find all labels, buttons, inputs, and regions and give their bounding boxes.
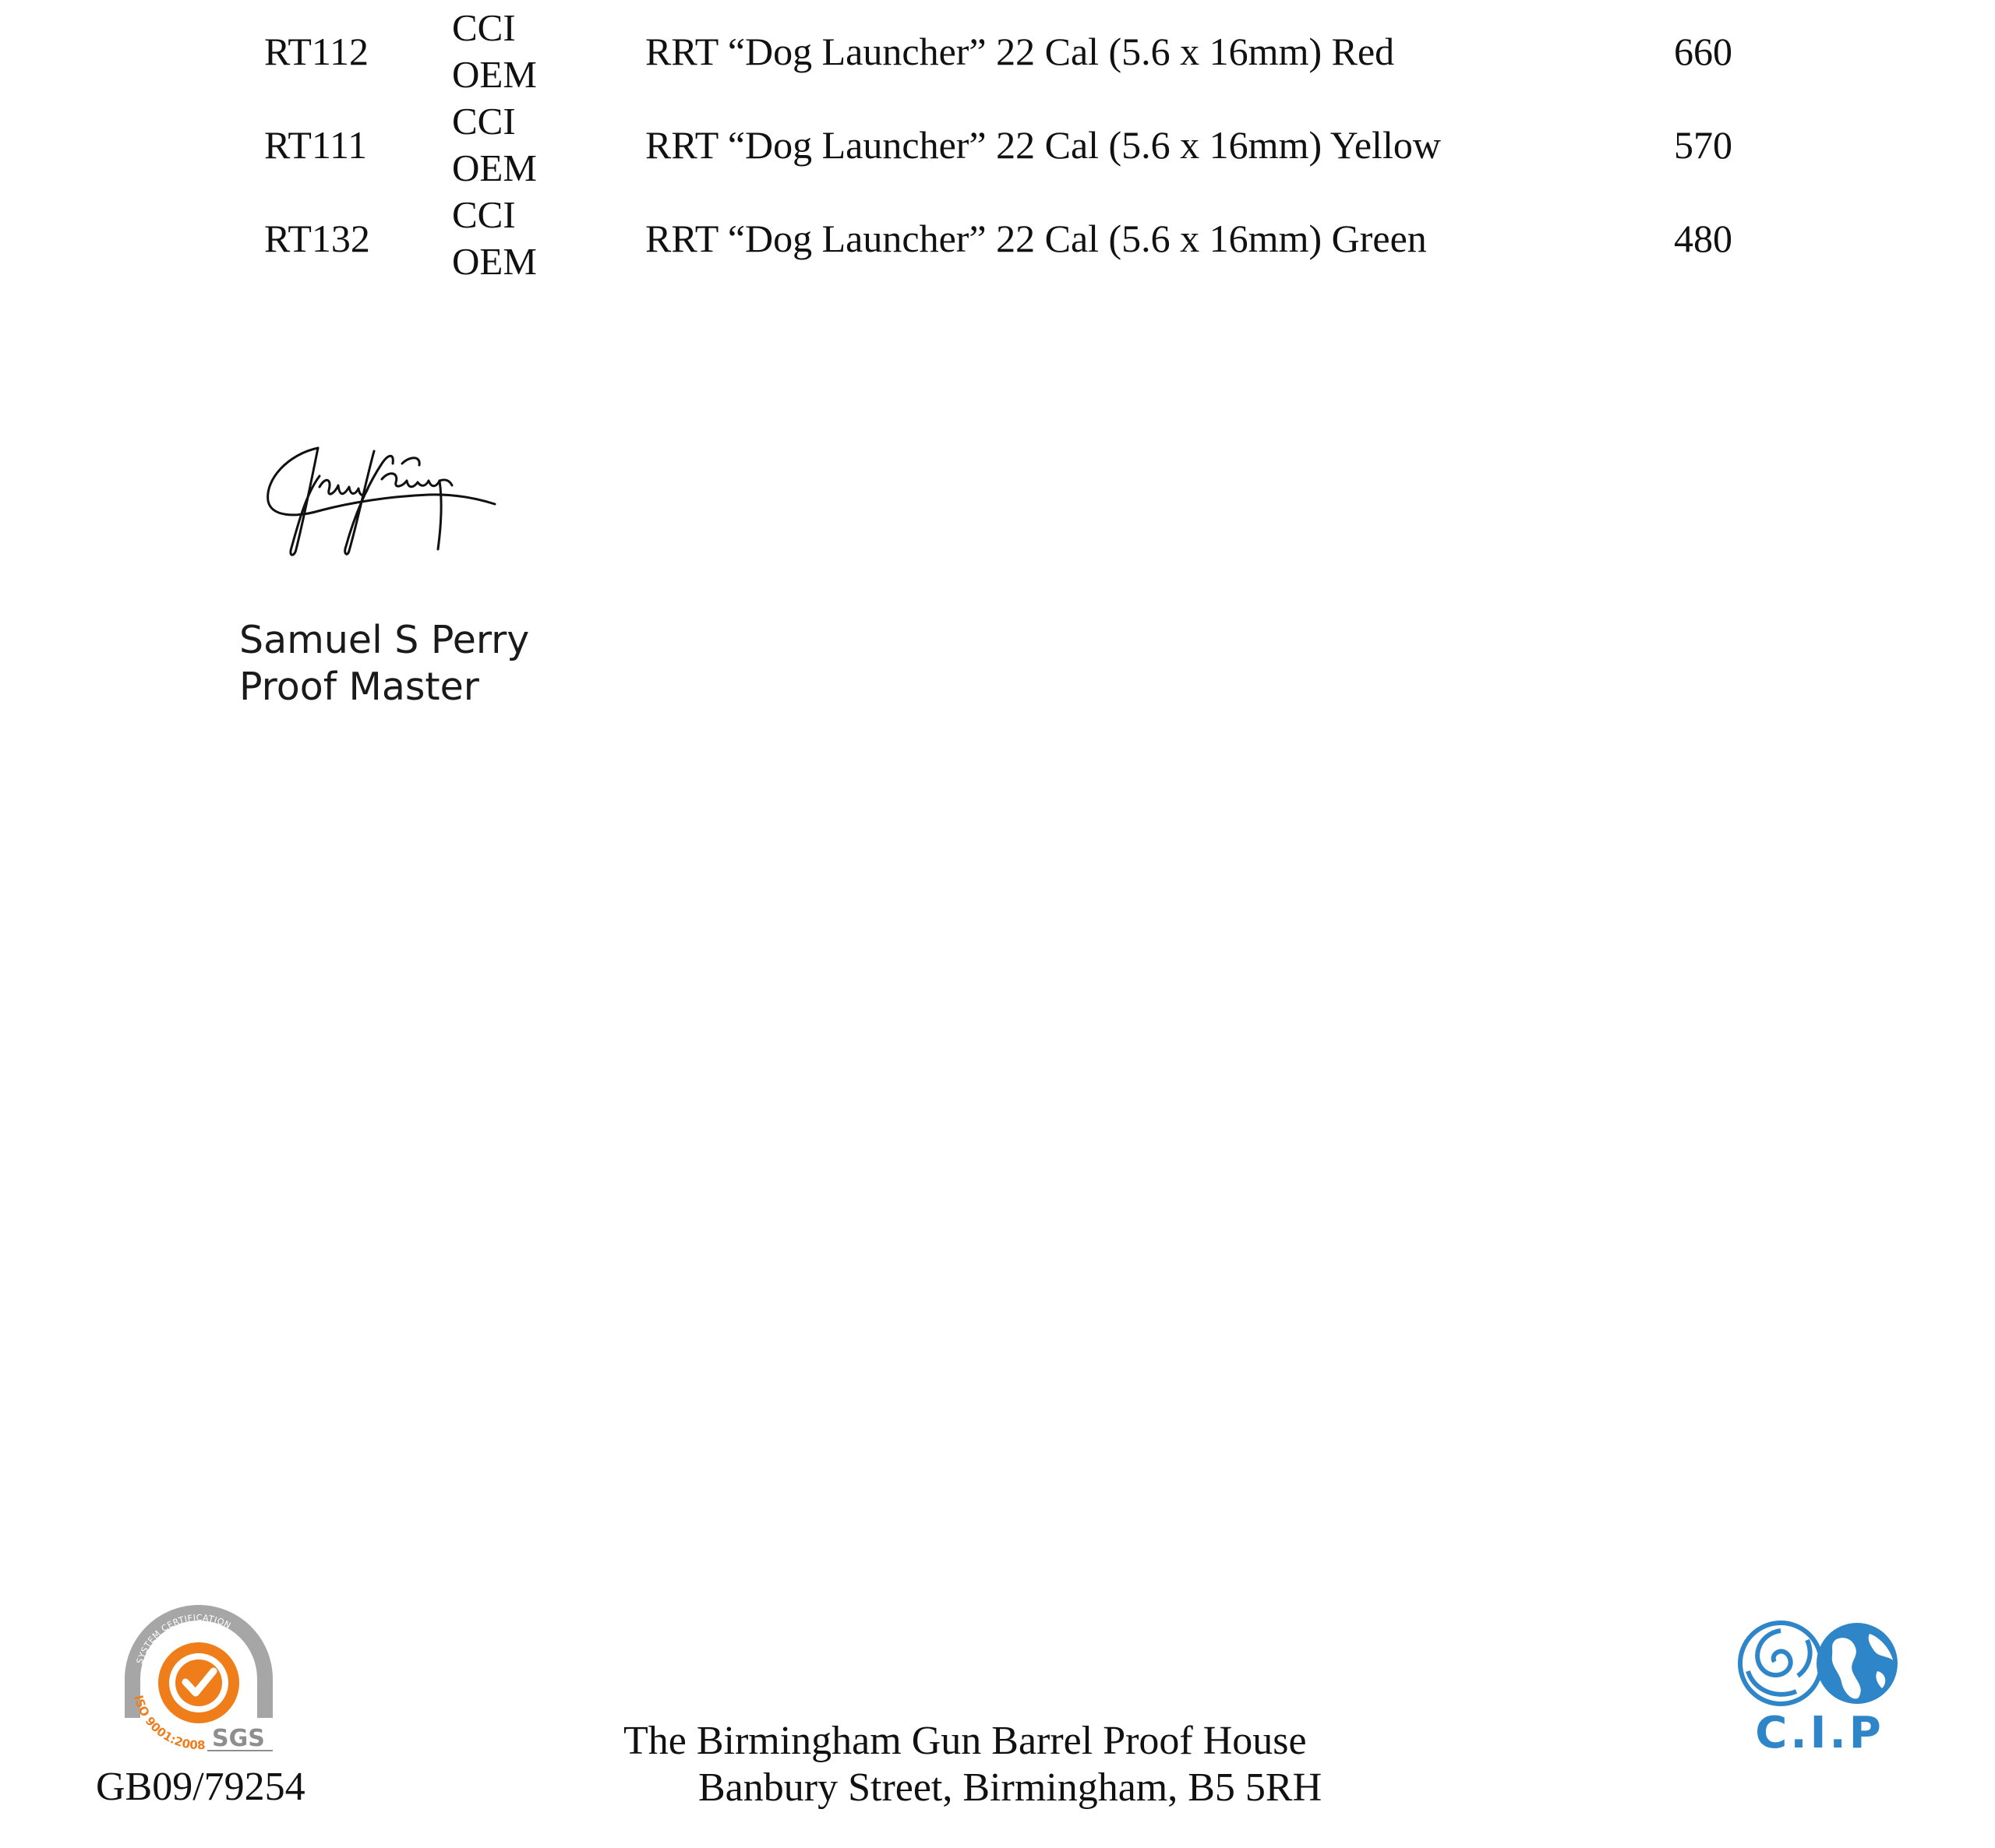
quantity: 660 bbox=[1674, 30, 1732, 73]
manufacturer: CCI OEM bbox=[452, 193, 537, 283]
table-row bbox=[0, 192, 1995, 285]
quantity: 570 bbox=[1674, 123, 1732, 167]
quantity: 480 bbox=[1674, 217, 1732, 260]
handwritten-signature-icon bbox=[257, 432, 507, 565]
address-line-1: The Birmingham Gun Barrel Proof House bbox=[623, 1719, 1307, 1763]
product-code: RT132 bbox=[264, 217, 370, 260]
signatory-name: Samuel S Perry bbox=[239, 618, 530, 662]
iso-text: ISO 9001:2008 bbox=[131, 1694, 206, 1753]
manufacturer: CCI OEM bbox=[452, 100, 537, 189]
manufacturer: CCI OEM bbox=[452, 6, 537, 96]
product-code: RT112 bbox=[264, 30, 369, 73]
product-code: RT111 bbox=[264, 123, 368, 167]
sgs-brand-text: SGS bbox=[212, 1725, 265, 1752]
iso-9001-sgs-certification-logo-icon bbox=[117, 1601, 281, 1757]
signatory-title: Proof Master bbox=[239, 665, 479, 709]
table-row bbox=[0, 5, 1995, 98]
address-line-2: Banbury Street, Birmingham, B5 5RH bbox=[698, 1765, 1322, 1810]
product-description: RRT “Dog Launcher” 22 Cal (5.6 x 16mm) Green bbox=[645, 217, 1427, 260]
cip-text: C.I.P bbox=[1755, 1708, 1884, 1757]
table-row bbox=[0, 98, 1995, 192]
sgs-arc-text: SYSTEM CERTIFICATION bbox=[134, 1612, 233, 1666]
product-description: RRT “Dog Launcher” 22 Cal (5.6 x 16mm) Red bbox=[645, 30, 1395, 73]
cip-logo-icon bbox=[1726, 1617, 1913, 1757]
signatory-block bbox=[239, 617, 529, 711]
certificate-number: GB09/79254 bbox=[96, 1765, 305, 1809]
proof-house-address bbox=[623, 1718, 1325, 1811]
product-description: RRT “Dog Launcher” 22 Cal (5.6 x 16mm) Yellow bbox=[645, 123, 1441, 167]
